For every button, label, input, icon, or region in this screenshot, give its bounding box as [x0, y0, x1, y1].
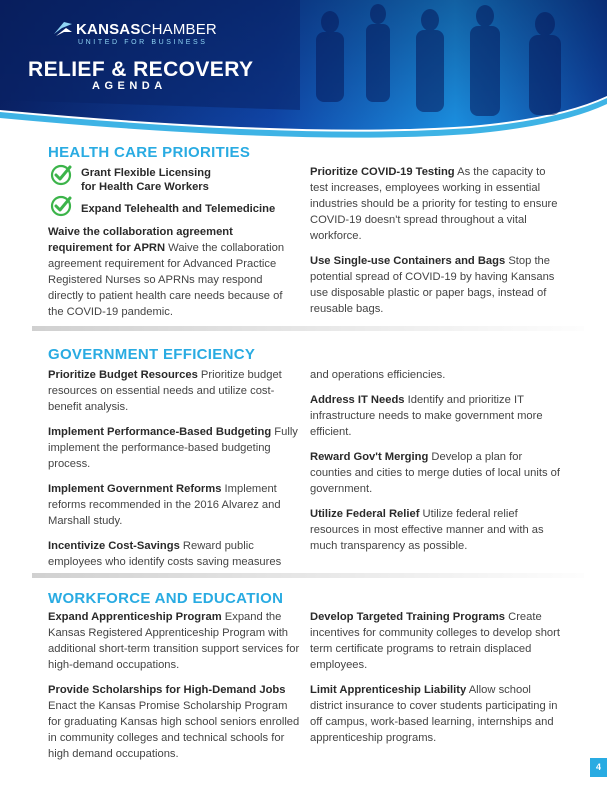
paragraph: Waive the collaboration agreement requirement for APRN Waive the collaboration agreement requirement for Advanced Practice Registered Nurses so APRNs may respond directly to patient health care needs because of the COVID-19 pandemic. [48, 226, 285, 318]
paragraph: Use Single-use Containers and Bags Stop the potential spread of COVID-19 by having Kansans use disposable plastic or paper bags, instead of reusable bags. [310, 255, 555, 315]
check-item-licensing: Grant Flexible Licensing for Health Care Workers [81, 167, 211, 193]
government-right-column [310, 367, 562, 554]
section-divider [32, 326, 584, 331]
paragraph: Develop Targeted Training Programs Create incentives for community colleges to develop short term certificate programs to retrain displaced employees. [310, 611, 560, 671]
page-title: RELIEF & RECOVERY [28, 58, 254, 81]
brand-tagline: UNITED FOR BUSINESS [78, 39, 208, 46]
paragraph: Prioritize Budget Resources Prioritize budget resources on essential needs and utilize cost-benefit analysis. [48, 369, 282, 413]
government-left-column [48, 367, 298, 570]
health-section-title: HEALTH CARE PRIORITIES [48, 144, 251, 161]
paragraph: Incentivize Cost-Savings Reward public employees who identify costs saving measures [48, 540, 282, 568]
health-left-column [48, 224, 298, 320]
workforce-right-column [310, 609, 562, 746]
page-subtitle: AGENDA [92, 80, 167, 92]
checkmark-icon [50, 195, 72, 217]
paragraph: Reward Gov't Merging Develop a plan for counties and cities to merge duties of local units of government. [310, 451, 560, 495]
page-number: 4 [590, 758, 607, 777]
check-item-telehealth: Expand Telehealth and Telemedicine [81, 203, 276, 215]
paragraph: Address IT Needs Identify and prioritize IT infrastructure needs to make government more efficient. [310, 394, 543, 438]
government-section-title: GOVERNMENT EFFICIENCY [48, 346, 256, 363]
paragraph: Limit Apprenticeship Liability Allow school district insurance to cover students participating in off campus, work-based learning, internships and apprenticeship programs. [310, 684, 558, 744]
header-banner [0, 0, 607, 138]
paragraph-continuation: and operations efficiencies. [310, 369, 446, 381]
paragraph: Utilize Federal Relief Utilize federal relief resources in most effective manner and with as much transparency as possible. [310, 508, 544, 552]
paragraph: Implement Government Reforms Implement reforms recommended in the 2016 Alvarez and Marshall study. [48, 483, 281, 527]
paragraph: Prioritize COVID-19 Testing As the capacity to test increases, employees working in essential industries should be a priority for testing to ensure COVID-19 doesn't spread throughout a vital workforce. [310, 166, 558, 242]
chamber-logo-icon [52, 20, 74, 38]
health-right-column [310, 164, 562, 317]
checkmark-icon [50, 164, 72, 186]
brand-name: KANSASCHAMBER [76, 21, 217, 38]
workforce-left-column [48, 609, 300, 762]
workforce-section-title: WORKFORCE AND EDUCATION [48, 590, 284, 607]
paragraph: Implement Performance-Based Budgeting Fully implement the performance-based budgeting process. [48, 426, 298, 470]
section-divider [32, 573, 584, 578]
paragraph: Provide Scholarships for High-Demand Jobs Enact the Kansas Promise Scholarship Program for graduating Kansas high school seniors enrolled in community colleges and technical schools for high demand occupations. [48, 684, 300, 760]
paragraph: Expand Apprenticeship Program Expand the Kansas Registered Apprenticeship Program with additional short-term transition support services for high-demand occupations. [48, 611, 300, 671]
